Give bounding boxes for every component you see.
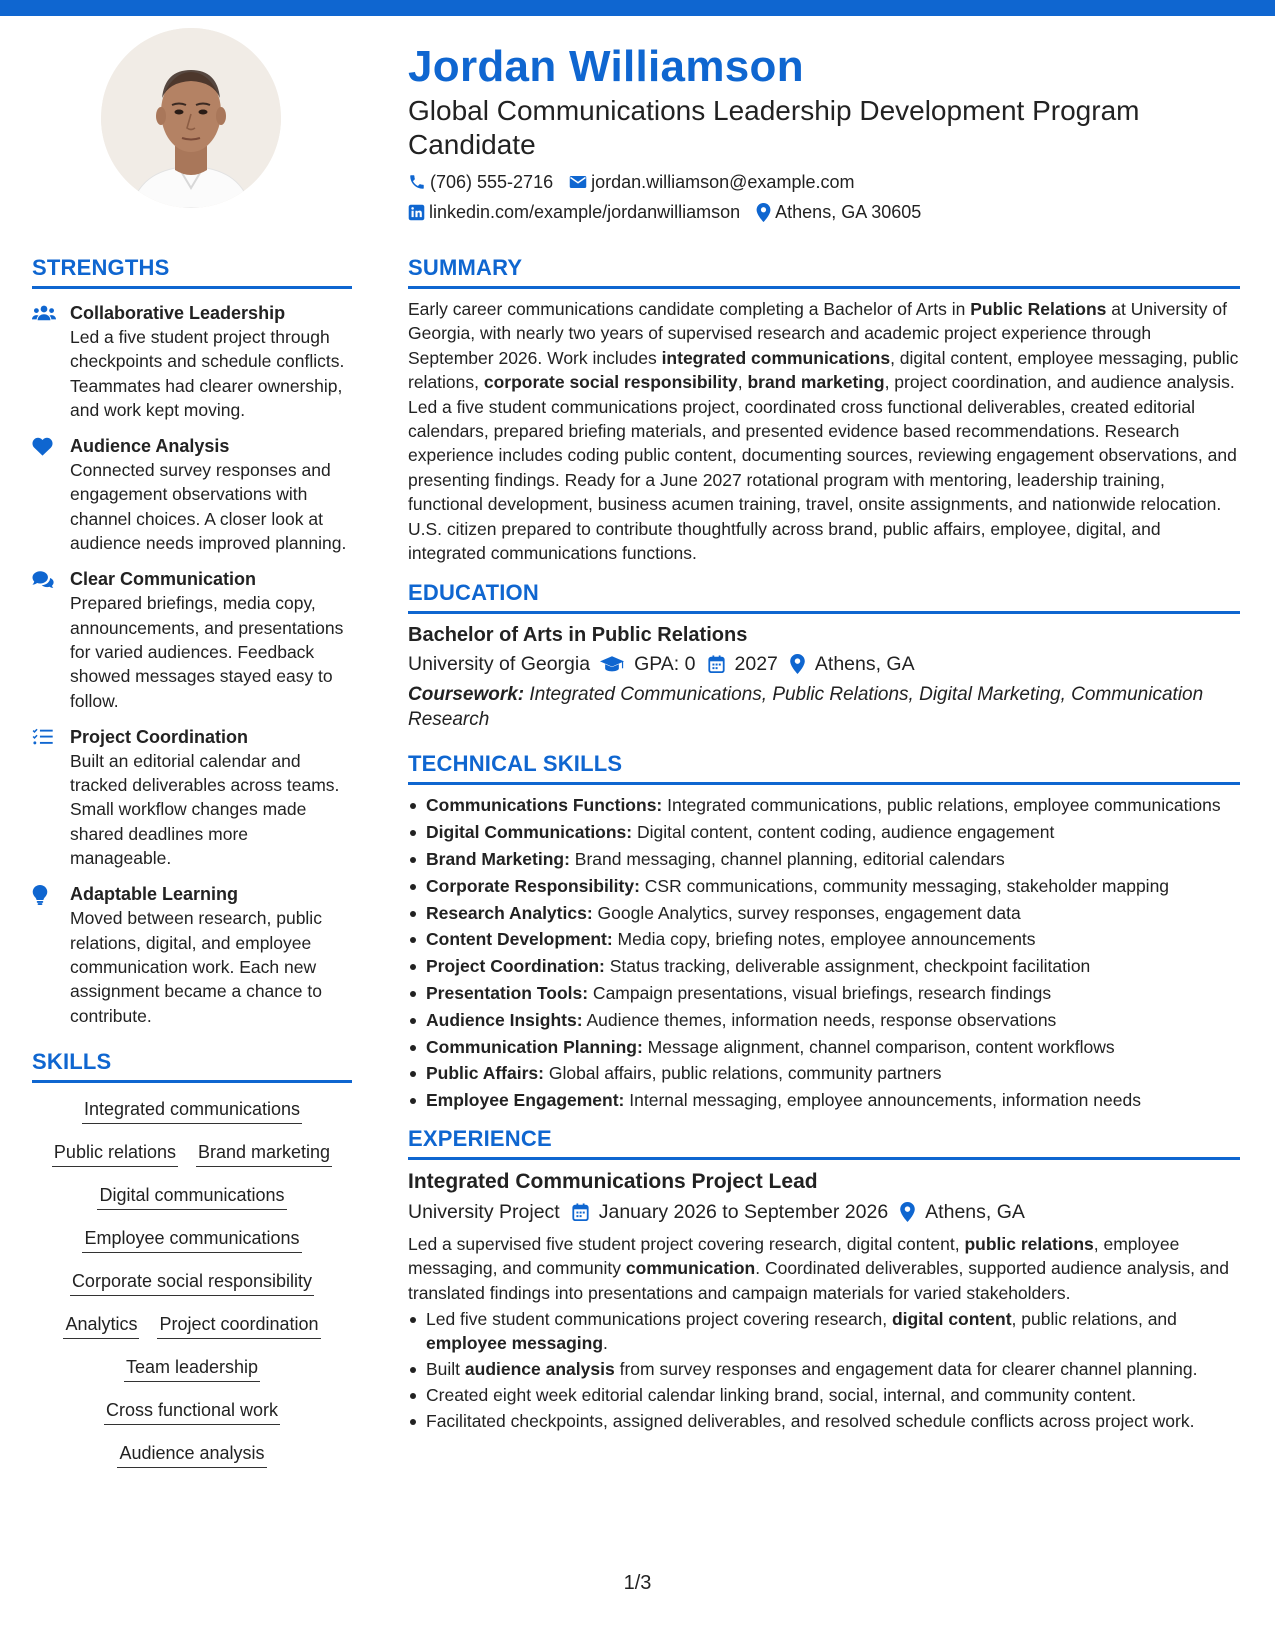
- skill-category: Presentation Tools:: [426, 982, 589, 1003]
- skill-category: Audience Insights:: [426, 1009, 583, 1030]
- calendar-icon: [572, 1203, 589, 1221]
- job-bullet: [408, 1357, 1240, 1381]
- skill-details: Media copy, briefing notes, employee announcements: [612, 929, 1036, 950]
- text-segment: at University of Georgia, with nearly two years of supervised research and academic project experience through September 2026. Work includes: [408, 299, 1227, 368]
- degree-title: Bachelor of Arts in Public Relations: [408, 624, 748, 647]
- strength-item: [32, 882, 352, 1027]
- section-divider: [408, 1157, 1240, 1160]
- bold-text: digital content: [891, 1309, 1012, 1330]
- envelope-icon: [569, 174, 587, 190]
- text-segment: Led a supervised five student project covering research, digital content,: [408, 1233, 965, 1254]
- bold-text: Public Relations: [970, 299, 1107, 319]
- strength-text: Built an editorial calendar and tracked deliverables across teams. Small workflow changes made shared deadlines more manageable.: [70, 750, 340, 869]
- skill-details: Google Analytics, survey responses, engagement data: [592, 902, 1021, 923]
- skill-details: Global affairs, public relations, community partners: [543, 1063, 942, 1084]
- skill-details: Campaign presentations, visual briefings, research findings: [588, 982, 1052, 1003]
- strength-text: Prepared briefings, media copy, announcements, and presentations for varied audiences. Feedback showed messages stayed easy to follow.: [70, 593, 344, 711]
- strength-item: [32, 301, 352, 422]
- employment-dates: [572, 1198, 888, 1226]
- technical-skill-item: [408, 847, 1240, 872]
- contact-row-1: [408, 170, 1228, 194]
- skill-details: CSR communications, community messaging, stakeholder mapping: [639, 875, 1170, 896]
- location-text: Athens, GA 30605: [775, 202, 922, 222]
- skill-tag: Project coordination: [157, 1312, 320, 1339]
- technical-skill-item: [408, 954, 1240, 979]
- skill-category: Research Analytics:: [426, 902, 593, 923]
- skill-category: Employee Engagement:: [426, 1090, 625, 1111]
- skill-tag: Employee communications: [82, 1226, 301, 1253]
- skills-chip-list: [32, 1097, 352, 1468]
- section-divider: [408, 782, 1240, 785]
- page-number: 1/3: [623, 1572, 652, 1594]
- coursework-text: Integrated Communications, Public Relations, Digital Marketing, Communication Research: [408, 684, 1204, 731]
- technical-skill-item: [408, 1035, 1240, 1060]
- skills-row: [32, 1312, 352, 1339]
- skill-details: Brand messaging, channel planning, editorial calendars: [569, 849, 1005, 870]
- lightbulb-icon: [32, 885, 48, 905]
- technical-skill-item: [408, 901, 1240, 926]
- job-bullet: [408, 1307, 1240, 1356]
- education-location: [790, 650, 915, 678]
- skill-category: Communications Functions:: [426, 795, 663, 816]
- text-segment: , employee messaging, and community: [408, 1233, 1180, 1279]
- bold-text: corporate social responsibility: [483, 372, 738, 393]
- school-text: University of Georgia: [408, 653, 591, 676]
- skill-category: Brand Marketing:: [426, 849, 570, 870]
- summary-text: [408, 297, 1240, 565]
- job-bullet: [408, 1383, 1240, 1407]
- skills-row: [32, 1140, 352, 1167]
- contact-row-2: [408, 200, 1228, 224]
- technical-skills-list: [408, 793, 1240, 1112]
- bold-text: communication: [625, 1258, 756, 1279]
- text-segment: Early career communications candidate completing a Bachelor of Arts in: [408, 299, 971, 319]
- skills-row: [32, 1398, 352, 1425]
- map-pin-icon: [790, 654, 805, 674]
- strength-text: Connected survey responses and engagement observations with channel choices. A closer look at audience needs improved planning.: [70, 460, 347, 554]
- job-bullets: [408, 1307, 1240, 1434]
- skill-details: Status tracking, deliverable assignment, checkpoint facilitation: [604, 956, 1091, 977]
- strength-text: Led a five student project through checkpoints and schedule conflicts. Teammates had clearer ownership, and work kept moving.: [70, 327, 345, 420]
- skills-row: [32, 1183, 352, 1210]
- skill-details: Integrated communications, public relations, employee communications: [662, 795, 1221, 816]
- graduation-cap-icon: [600, 655, 624, 673]
- job-bullet: [408, 1409, 1240, 1433]
- skill-details: Digital content, content coding, audience engagement: [632, 822, 1055, 843]
- portrait-illustration: [101, 28, 281, 208]
- text-segment: ,: [737, 372, 748, 393]
- technical-skill-item: [408, 981, 1240, 1006]
- comments-icon: [32, 570, 55, 589]
- skill-category: Communication Planning:: [426, 1036, 643, 1057]
- skills-row: [32, 1097, 352, 1124]
- top-accent-bar: [0, 0, 1275, 16]
- heart-icon: [32, 437, 53, 456]
- skill-tag: Audience analysis: [117, 1441, 266, 1468]
- location-text: Athens, GA: [814, 653, 915, 676]
- skills-row: [32, 1226, 352, 1253]
- text-segment: Facilitated checkpoints, assigned deliverables, and resolved schedule conflicts across project work.: [426, 1411, 1195, 1432]
- school-name: [408, 650, 696, 678]
- skill-category: Project Coordination:: [426, 956, 605, 977]
- phone-text: (706) 555-2716: [430, 172, 554, 192]
- skill-tag: Corporate social responsibility: [70, 1269, 314, 1296]
- text-segment: Built: [426, 1359, 465, 1380]
- technical-skill-item: [408, 874, 1240, 899]
- users-icon: [32, 304, 56, 322]
- skill-category: Public Affairs:: [426, 1063, 544, 1084]
- text-segment: Led five student communications project covering research,: [426, 1309, 892, 1330]
- bold-text: brand marketing: [747, 372, 885, 393]
- linkedin-text: linkedin.com/example/jordanwilliamson: [429, 202, 741, 222]
- location-contact: [756, 200, 921, 224]
- phone-contact[interactable]: [408, 170, 553, 194]
- skill-tag: Brand marketing: [196, 1140, 332, 1167]
- strengths-heading: STRENGTHS: [32, 255, 170, 280]
- job-title: Integrated Communications Project Lead: [408, 1169, 818, 1193]
- section-divider: [32, 286, 352, 289]
- skills-row: [32, 1441, 352, 1468]
- strength-title: Adaptable Learning: [70, 884, 239, 905]
- section-divider: [408, 286, 1240, 289]
- skill-category: Digital Communications:: [426, 822, 633, 843]
- experience-heading: EXPERIENCE: [408, 1125, 552, 1151]
- bold-text: public relations: [964, 1233, 1094, 1254]
- text-segment: , digital content, employee messaging, public relations,: [408, 347, 1239, 393]
- technical-skill-item: [408, 1008, 1240, 1033]
- profile-photo: [101, 28, 281, 208]
- bold-text: employee messaging: [426, 1333, 604, 1354]
- education-meta: [408, 650, 1240, 678]
- text-segment: , project coordination, and audience analysis. Led a five student communications project, coordinated cross functional deliverables, created editorial calendars, prepared briefing materials, and presented evidence based recommendations. Research experience includes coding public content, documenting sources, reviewing engagement observations, and presenting findings. Ready for a June 2027 rotational program with mentoring, leadership training, functional development, business acumen training, travel, onsite assignments, and nationwide relocation. U.S. citizen prepared to contribute thoughtfully across brand, public affairs, employee, digital, and integrated communications functions.: [408, 372, 1237, 564]
- skills-heading: SKILLS: [32, 1048, 112, 1074]
- text-segment: , public relations, and: [1011, 1309, 1177, 1330]
- education-heading: EDUCATION: [408, 580, 539, 606]
- map-pin-icon: [900, 1202, 915, 1222]
- strength-item: [32, 434, 352, 555]
- calendar-icon: [708, 655, 725, 673]
- text-segment: . Coordinated deliverables, supported audience analysis, and translated findings into presentations and campaign materials for varied stakeholders.: [408, 1258, 1230, 1303]
- email-text: jordan.williamson@example.com: [591, 172, 855, 192]
- strength-item: [32, 725, 352, 870]
- experience-location: [900, 1198, 1025, 1226]
- coursework: [408, 682, 1240, 732]
- bold-text: integrated communications: [661, 347, 891, 368]
- skill-category: Content Development:: [426, 929, 613, 950]
- skill-tag: Analytics: [63, 1312, 139, 1339]
- coursework-label: Coursework:: [408, 684, 525, 706]
- skill-tag: Digital communications: [97, 1183, 286, 1210]
- technical-skill-item: [408, 820, 1240, 845]
- strength-title: Project Coordination: [70, 726, 249, 747]
- strength-title: Audience Analysis: [70, 436, 230, 457]
- email-contact[interactable]: [569, 170, 854, 194]
- section-divider: [408, 611, 1240, 614]
- job-description: [408, 1232, 1240, 1305]
- strength-text: Moved between research, public relations, digital, and employee communication work. Each new assignment became a chance to contribute.: [70, 908, 322, 1026]
- technical-skill-item: [408, 793, 1240, 818]
- skill-tag: Public relations: [52, 1140, 178, 1167]
- experience-meta: [408, 1198, 1240, 1226]
- technical-skills-heading: TECHNICAL SKILLS: [408, 751, 623, 777]
- technical-skill-item: [408, 927, 1240, 952]
- skill-details: Message alignment, channel comparison, content workflows: [642, 1036, 1115, 1057]
- strength-title: Collaborative Leadership: [70, 303, 286, 323]
- technical-skill-item: [408, 1061, 1240, 1086]
- left-column: [32, 254, 352, 1484]
- skill-details: Audience themes, information needs, response observations: [582, 1009, 1057, 1030]
- organization: [408, 1198, 560, 1226]
- dates-text: January 2026 to September 2026: [598, 1200, 889, 1223]
- skill-tag: Team leadership: [124, 1355, 260, 1382]
- graduation-year: [708, 650, 778, 678]
- year-text: 2027: [734, 653, 778, 676]
- skill-tag: Cross functional work: [104, 1398, 280, 1425]
- list-check-icon: [32, 728, 53, 745]
- text-segment: Created eight week editorial calendar linking brand, social, internal, and community content.: [426, 1385, 1137, 1406]
- candidate-name: Jordan Williamson: [408, 42, 804, 91]
- strength-title: Clear Communication: [70, 569, 257, 590]
- skills-row: [32, 1355, 352, 1382]
- gpa-text: GPA: 0: [634, 653, 696, 676]
- resume-header: [408, 40, 1228, 224]
- text-segment: .: [603, 1333, 608, 1354]
- skill-category: Corporate Responsibility:: [426, 875, 640, 896]
- skill-details: Internal messaging, employee announcements, information needs: [624, 1090, 1141, 1111]
- linkedin-icon: [408, 204, 425, 221]
- text-segment: from survey responses and engagement data for clearer channel planning.: [614, 1359, 1198, 1380]
- skills-row: [32, 1269, 352, 1296]
- section-divider: [32, 1080, 352, 1083]
- summary-heading: SUMMARY: [408, 255, 523, 280]
- phone-icon: [408, 173, 426, 191]
- location-text: Athens, GA: [925, 1200, 1025, 1223]
- bold-text: audience analysis: [464, 1359, 615, 1380]
- right-column: [408, 254, 1240, 1435]
- linkedin-contact[interactable]: [408, 200, 740, 224]
- skill-tag: Integrated communications: [82, 1097, 302, 1124]
- strength-item: [32, 567, 352, 712]
- map-pin-icon: [756, 203, 771, 222]
- candidate-headline: Global Communications Leadership Development Program Candidate: [408, 95, 1140, 160]
- org-text: University Project: [408, 1200, 560, 1223]
- technical-skill-item: [408, 1088, 1240, 1113]
